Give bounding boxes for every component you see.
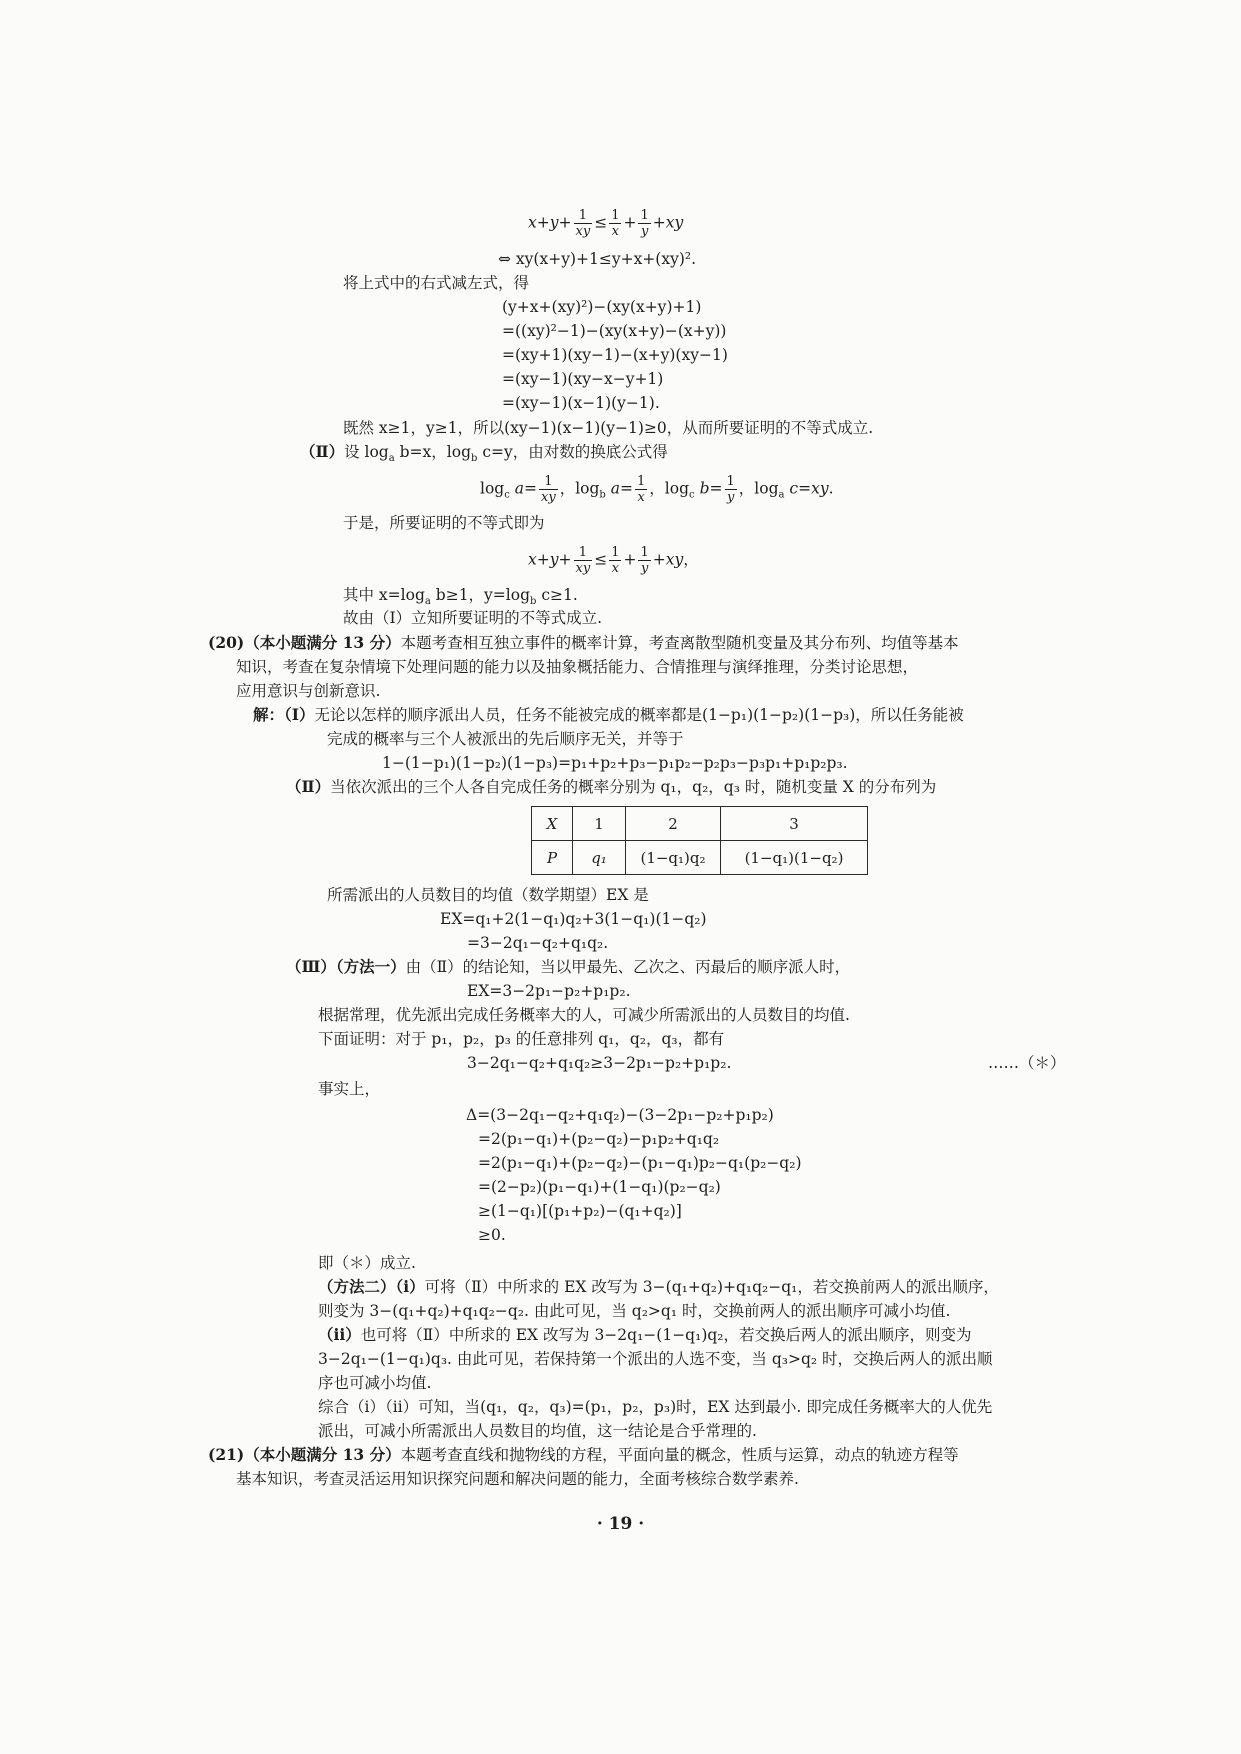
table-row — [532, 807, 868, 841]
table-cell: X — [532, 807, 573, 841]
method-two-line: （方法二）（ⅰ）可将（Ⅱ）中所求的 EX 改写为 3−(q₁+q₂)+q₁q₂−q₁，若交换前两人的派出顺序， — [318, 1277, 999, 1296]
table-row — [532, 841, 868, 875]
table-cell: 3 — [721, 807, 868, 841]
solution-part-3: （Ⅲ）（方法一）由（Ⅱ）的结论知，当以甲最先、乙次之、丙最后的顺序派人时， — [286, 957, 851, 976]
text-line: （ⅱ）也可将（Ⅱ）中所求的 EX 改写为 3−2q₁−(1−q₁)q₂，若交换后两人的派出顺序，则变为 — [318, 1325, 972, 1344]
table-cell: (1−q₁)(1−q₂) — [721, 841, 868, 875]
text-line: 下面证明：对于 p₁，p₂，p₃ 的任意排列 q₁，q₂，q₃，都有 — [318, 1030, 725, 1048]
inequality-line-1: x+y+ $\frac{1}{xy}$ ≤ $\frac{1}{x}$ + $\frac{1}{y}$ +xy — [528, 208, 684, 239]
expansion-line: =(xy−1)(xy−x−y+1) — [502, 370, 664, 388]
equivalence-line: ⇔ xy(x+y)+1≤y+x+(xy)². — [498, 250, 697, 268]
table-cell: P — [532, 841, 573, 875]
distribution-table — [531, 806, 868, 875]
log-formula-line: $\log_c a=$ $\frac{1}{xy}$ ，$\log_b a=$ $\frac{1}{x}$ ，$\log_c b=$ $\frac{1}{y}$ ，$\log_a c=xy$. — [480, 474, 834, 505]
text-line: 3−2q₁−(1−q₁)q₃. 由此可见，若保持第一个派出的人选不变，当 q₃>q₂ 时，交换后两人的派出顺 — [318, 1350, 993, 1368]
table-cell: 2 — [626, 807, 721, 841]
formula-line: 3−2q₁−q₂+q₁q₂≥3−2p₁−p₂+p₁p₂. — [467, 1054, 732, 1072]
question-20-header: (20)（本小题满分 13 分）本题考查相互独立事件的概率计算，考查离散型随机变量及其分布列、均值等基本 — [208, 633, 959, 652]
page-number: · 19 · — [596, 1514, 645, 1534]
expansion-line: (y+x+(xy)²)−(xy(x+y)+1) — [502, 298, 702, 316]
inequality-line-2: x+y+ $\frac{1}{xy}$ ≤ $\frac{1}{x}$ + $\frac{1}{y}$ +xy， — [528, 545, 699, 576]
text-line: 根据常理，优先派出完成任务概率大的人，可减少所需派出的人员数目的均值. — [318, 1006, 850, 1024]
text-line: 派出，可减小所需派出人员数目的均值，这一结论是合乎常理的. — [318, 1422, 757, 1440]
delta-line: ≥(1−q₁)[(p₁+p₂)−(q₁+q₂)] — [478, 1202, 682, 1220]
score-label: （本小题满分 13 分） — [244, 1445, 401, 1464]
text-line: 即（＊）成立. — [318, 1254, 416, 1272]
text-line: 基本知识，考查灵活运用知识探究问题和解决问题的能力，全面考核综合数学素养. — [236, 1470, 799, 1488]
formula-line: EX=q₁+2(1−q₁)q₂+3(1−q₁)(1−q₂) — [440, 910, 707, 928]
text-line: 于是，所要证明的不等式即为 — [343, 514, 545, 532]
text-line: 综合（ⅰ）（ⅱ）可知，当(q₁，q₂，q₃)=(p₁，p₂，p₃)时，EX 达到最小. 即完成任务概率大的人优先 — [318, 1398, 993, 1416]
delta-line: =2(p₁−q₁)+(p₂−q₂)−p₁p₂+q₁q₂ — [478, 1130, 720, 1148]
expansion-line: =(xy−1)(x−1)(y−1). — [502, 394, 660, 412]
text-line: 知识，考查在复杂情境下处理问题的能力以及抽象概括能力、合情推理与演绎推理，分类讨论思想， — [236, 658, 919, 676]
table-cell: 1 — [573, 807, 626, 841]
text-line: 将上式中的右式减左式，得 — [343, 274, 530, 292]
score-label: （本小题满分 13 分） — [244, 633, 401, 652]
delta-line: =(2−p₂)(p₁−q₁)+(1−q₁)(p₂−q₂) — [478, 1178, 721, 1196]
text-line: 事实上， — [318, 1080, 381, 1098]
table-cell: q₁ — [573, 841, 626, 875]
solution-part-1: 解：（Ⅰ）无论以怎样的顺序派出人员，任务不能被完成的概率都是(1−p₁)(1−p₂)(1−p₃)，所以任务能被 — [253, 705, 964, 724]
text-line: 序也可减小均值. — [318, 1374, 432, 1392]
part-marker: （Ⅱ） — [300, 442, 345, 461]
question-number: (20) — [208, 633, 245, 652]
text-line: 完成的概率与三个人被派出的先后顺序无关，并等于 — [327, 730, 684, 748]
equation-tag: ……（＊） — [988, 1054, 1066, 1072]
delta-line: Δ=(3−2q₁−q₂+q₁q₂)−(3−2p₁−p₂+p₁p₂) — [466, 1106, 774, 1124]
table-cell: (1−q₁)q₂ — [626, 841, 721, 875]
expansion-line: =(xy+1)(xy−1)−(x+y)(xy−1) — [502, 346, 728, 364]
delta-line: ≥0. — [478, 1226, 506, 1244]
text-line: 故由（Ⅰ）立知所要证明的不等式成立. — [343, 609, 603, 627]
question-number: (21) — [208, 1445, 245, 1464]
formula-line: EX=3−2p₁−p₂+p₁p₂. — [467, 982, 631, 1000]
question-21-header: (21)（本小题满分 13 分）本题考查直线和抛物线的方程，平面向量的概念，性质与运算，动点的轨迹方程等 — [208, 1445, 959, 1464]
formula-line: =3−2q₁−q₂+q₁q₂. — [467, 934, 609, 952]
text-line: 应用意识与创新意识. — [236, 682, 381, 700]
formula-line: 1−(1−p₁)(1−p₂)(1−p₃)=p₁+p₂+p₃−p₁p₂−p₂p₃−p₃p₁+p₁p₂p₃. — [382, 754, 848, 772]
delta-line: =2(p₁−q₁)+(p₂−q₂)−(p₁−q₁)p₂−q₁(p₂−q₂) — [478, 1154, 802, 1172]
solution-part-2: （Ⅱ）当依次派出的三个人各自完成任务的概率分别为 q₁，q₂，q₃ 时，随机变量 X 的分布列为 — [286, 777, 937, 796]
part-two-line: （Ⅱ）设 $\log_a b=x$，$\log_b c=y$，由对数的换底公式得 — [300, 442, 668, 465]
expansion-line: =((xy)²−1)−(xy(x+y)−(x+y)) — [502, 322, 727, 340]
text-line: 则变为 3−(q₁+q₂)+q₁q₂−q₂. 由此可见，当 q₂>q₁ 时，交换前两人的派出顺序可减小均值. — [318, 1302, 951, 1320]
text-line: 其中 $x=\log_a$ b≥1，$y=\log_b$ c≥1. — [343, 586, 578, 608]
text-line: 既然 x≥1，y≥1，所以(xy−1)(x−1)(y−1)≥0，从而所要证明的不等式成立. — [343, 419, 874, 437]
text-line: 所需派出的人员数目的均值（数学期望）EX 是 — [327, 886, 649, 904]
